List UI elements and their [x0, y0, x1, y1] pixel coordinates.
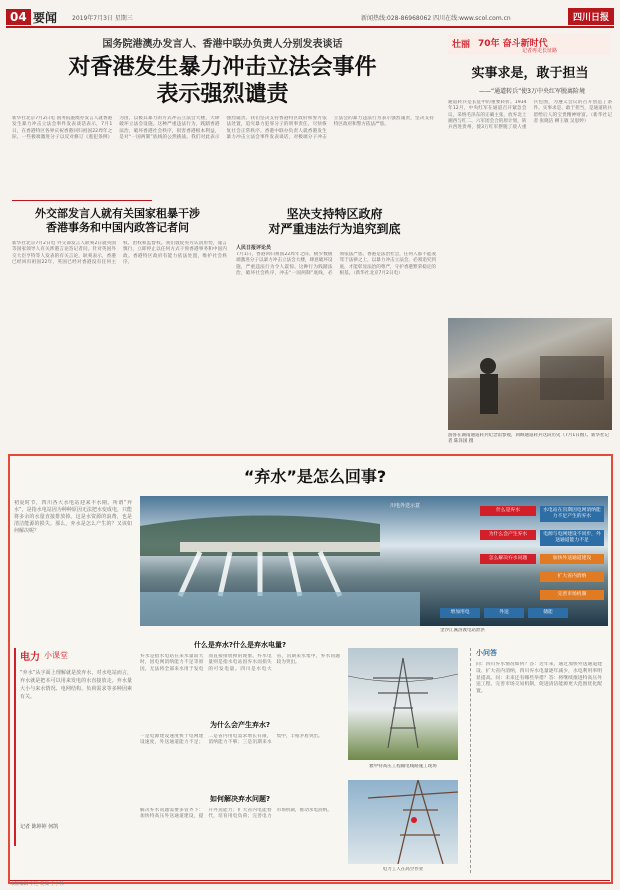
diagram-title: 川电外送示意: [390, 503, 421, 509]
chip-what: 什么是弃水: [480, 506, 536, 516]
divider: [12, 200, 152, 201]
chip-why-detail: 电源与电网建设不同步，外送通道能力不足: [540, 530, 604, 546]
tower-icon: [348, 648, 458, 760]
section-name: 要闻: [33, 11, 58, 25]
chip-how: 怎么解决弃水问题: [480, 554, 536, 564]
sub-left-headline-1: 外交部发言人就有关国家租暴干涉: [35, 207, 200, 220]
chip-why: 为什么会产生弃水: [480, 530, 536, 540]
transmission-photo: [348, 648, 458, 760]
chip-export: 外送: [484, 608, 524, 618]
right-qa-title: 小问答: [476, 649, 497, 657]
photo-figures: [448, 318, 612, 430]
q3-title: 如何解决弃水问题?: [209, 795, 271, 803]
right-body: 通道转兵是长征中的重要转折。1934年12月，中央红军在通道召开紧急会议，采纳毛泽东的正确主张，放弃北上湘西与红二、六军团会合的原计划，转兵西进贵州，使3万红军摆脱了敌人重兵包围，为遵义会议的召开创造了条件。实事求是、敢于担当，是通道转兵留给后人的宝贵精神财富。（新华社记者 张晓洁 柳王敏 吴思婷）: [448, 100, 612, 131]
issue-date: 2019年7月3日 星期三: [72, 15, 133, 22]
page-header: [6, 6, 614, 28]
q2-body: 一是电源建设速度快于电网建设速度，外送通道能力不足；二是省内用电需求增长有限，消纳能力不够；三是汛期来水集中，丰枯矛盾突出。: [140, 734, 323, 746]
long-march-photo: [448, 318, 612, 430]
sub-mid-byline: 人民日报评论员: [236, 245, 272, 251]
q1-title: 什么是弃水?什么是弃水电量?: [193, 641, 287, 649]
chip-storage: 储能: [528, 608, 568, 618]
feature-intro: 初夏时节，四川各大水电站迎来丰水期。所谓“弃水”，是指水电站因为种种原因无法把水变成电，只能将多余的水量直接排放掉。这是水资源的浪费，也是清洁能源的损失。那么，弃水是怎么产生的？又该如何解决呢？: [14, 500, 132, 534]
sidebar-panel: [14, 648, 132, 846]
series-badge: [448, 33, 610, 55]
series-badge-2: 70年 奋斗新时代: [478, 39, 548, 49]
sidebar-title-2: 小课堂: [44, 651, 68, 660]
feature-title: “弃水”是怎么回事?: [243, 467, 387, 486]
chip-how-2: 扩大省内消纳: [540, 572, 604, 582]
lead-kicker: 国务院港澳办发言人、香港中联办负责人分别发表谈话: [102, 39, 343, 50]
series-badge-3: 记者再走长征路: [522, 48, 558, 54]
right-qa: [470, 648, 604, 873]
q1-body: 弃水是指水电站在来水量较大时，因电网消纳能力不足等原因，无法将全部来水用于发电而直接排放掉的现象。弃水电量则是指水电站因弃水而损失的可发电量。四川是水电大省，汛期来水集中，弃水问题较为突出。: [140, 654, 340, 672]
q2-title: 为什么会产生弃水?: [209, 721, 271, 729]
hotline: 新闻热线:028-86968062 四川在线:www.scol.com.cn: [361, 15, 511, 22]
sub-mid-body: 7月1日，香港回归祖国22周年之际，极少数极端激进分子以暴力冲击立法会大楼，肆意破坏设施，严重违法行为令人震惊。这种行为践踏法治，破坏社会秩序，冲击“一国两制”底线，必须依法严惩。香港是法治社会，任何人都不能凌驾于法律之上，以暴力冲击立法会，必须追究到底，才能彰显法治的尊严，守护香港繁荣稳定的根基。（新华社北京7月2日电）: [236, 252, 436, 276]
sidebar-heading: [20, 648, 132, 663]
sidebar-body: “弃水”从字面上理解就是放弃水，对水电站而言，弃水就是把本可以用来发电的水直接放走。弃水量大小与来水情况、电网结构、负荷需求等多种因素有关。: [20, 670, 132, 700]
banner-caption: 金沙江溪洛渡电站泄洪: [440, 628, 485, 633]
chip-how-3: 完善市场机制: [540, 590, 604, 600]
page-footer: 本版编辑 李艳 美编 王小林: [10, 880, 610, 888]
lead-headline-1: 对香港发生暴力冲击立法会事件: [68, 55, 377, 80]
right-qa-body: 问：四川弃水情况如何？答：近年来，通过加快外送通道建设、扩大省内消纳，四川弃水电量逐年减少，水电利用率明显提高。问：未来还有哪些举措？答：将继续推进特高压外送工程，完善市场交易机制，促进清洁能源更大范围优化配置。: [476, 662, 602, 695]
series-badge-1: 壮丽: [452, 40, 471, 50]
sidebar-byline: 记者 陈婷婷 何凯: [20, 824, 59, 830]
dam-illustration: [140, 496, 608, 626]
worker-photo: [348, 780, 458, 864]
q3-body: 解决弃水问题需要多管齐下：加快特高压外送通道建设，提升外送能力；扩大省内电能替代，培育用电负荷；完善电力市场机制，推动水电消纳。: [140, 808, 332, 820]
sidebar-title-1: 电力: [20, 652, 40, 663]
lead-headline-2: 表示强烈谴责: [156, 82, 289, 107]
worker-caption: 电力工人在高空作业: [382, 867, 424, 872]
right-headline: 实事求是，敢于担当: [471, 66, 589, 81]
lead-body: 新华社北京7月2日电 国务院港澳办发言人就香港发生暴力冲击立法会事件发表谈话表示，7月1日，在香港特区各界庆祝香港回归祖国22周年之际，一些极端激进分子以反对修订《逃犯条例》为由，以极其暴力的方式冲击立法会大楼，大肆破坏立法会设施。这种严重违法行为，践踏香港法治，破坏香港社会秩序，损害香港根本利益，是对“一国两制”底线的公然挑战。我们对此表示强烈谴责。我们坚决支持香港特区政府和警方依法处置，追究暴力犯罪分子的刑事责任，尽快恢复社会正常秩序。香港中联办负责人就香港发生暴力冲击立法会事件发表谈话，对极端分子冲击立法会的暴力违法行为表示强烈谴责，坚决支持特区政府和警方依法严惩。: [12, 116, 434, 140]
tower-worker-icon: [348, 780, 458, 864]
chip-how-1: 加快外送通道建设: [540, 554, 604, 564]
page-number: 04: [6, 9, 31, 25]
sub-left-body: 新华社北京7月2日电 外交部发言人耿爽2日就英国等国家领导人有关涉港言论答记者问。针对英国外交大臣亨特等人发表的有关言论，耿爽表示，香港已经回归祖国22年，英国已经对香港没有任何主权、治权和监督权。我们敦促英方认清形势，谨言慎行，立即停止以任何方式干预香港事务和中国内政。香港特区政府有能力依法处置，维护社会秩序。: [12, 241, 227, 265]
sub-mid-headline-1: 坚决支持特区政府: [286, 207, 383, 221]
sub-left-headline-2: 香港事务和中国内政答记者问: [46, 221, 189, 234]
chip-use: 增加用电: [440, 608, 480, 618]
right-photo-caption: 游客在湖南通道转兵纪念馆参观，回顾通道转兵这段历史（7月1日摄）。新华社记者 陈泽国 摄: [448, 433, 609, 444]
transmission-caption: 雅中特高压工程输电线路施工现场: [369, 764, 437, 769]
sub-mid-headline-2: 对严重违法行为追究到底: [268, 222, 401, 236]
right-subhead: ——“通道转兵”使3万中央红军脱离险境: [478, 88, 586, 95]
newspaper-logo: 四川日报: [568, 8, 614, 25]
hydropower-banner: [140, 496, 608, 626]
chip-what-detail: 水电站在汛期因电网消纳能力不足产生的弃水: [540, 506, 604, 522]
